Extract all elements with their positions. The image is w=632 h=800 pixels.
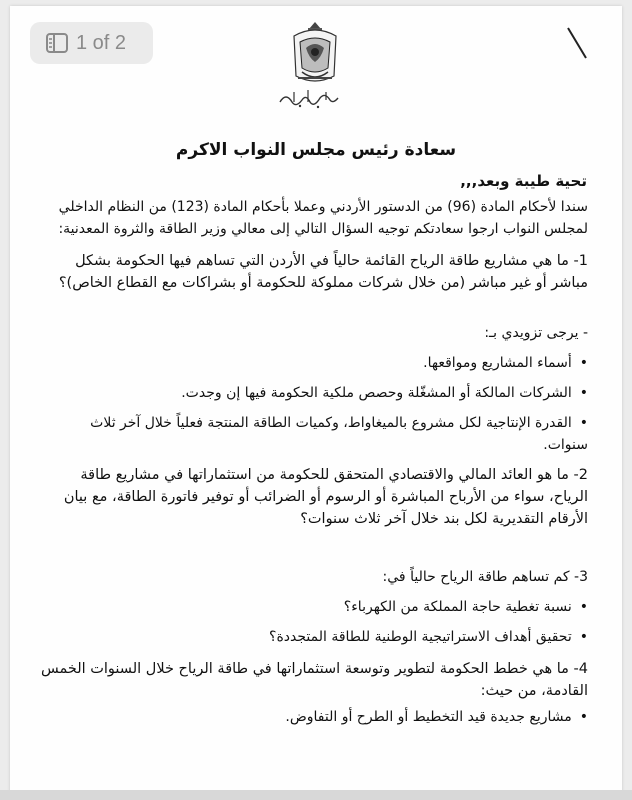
bullet-icon: • <box>579 415 588 431</box>
bullet-icon: • <box>579 709 588 725</box>
page-indicator-label: 1 of 2 <box>76 31 127 54</box>
bullet-icon: • <box>579 355 588 371</box>
question-3-bullet: •تحقيق أهداف الاستراتيجية الوطنية للطاقة المتجددة؟ <box>48 626 588 648</box>
document-pages-icon <box>46 33 68 53</box>
bullet-icon: • <box>579 629 588 645</box>
question-2: 2- ما هو العائد المالي والاقتصادي المتحقق للحكومة من استثماراتها في مشاريع طاقة الرياح، سواء من الأرباح المباشرة أو الرسوم أو الضرائب أو توفير فاتورة الطاقة، مع بيان الأرقام التقديرية لكل بند خلال آخر ثلاث سنوات؟ <box>63 467 588 527</box>
pen-stroke-mark <box>566 26 590 62</box>
bullet-icon: • <box>579 599 588 615</box>
page-indicator[interactable] <box>30 22 153 64</box>
question-1: 1- ما هي مشاريع طاقة الرياح القائمة حالياً في الأردن التي تساهم فيها الحكومة بشكل مباشر أو غير مباشر (من خلال شركات مملوكة للحكومة أو بشراكات مع القطاع الخاص)؟ <box>58 253 588 291</box>
page-bottom-edge <box>0 790 632 800</box>
question-3-bullet: •نسبة تغطية حاجة المملكة من الكهرباء؟ <box>48 596 588 618</box>
question-4: 4- ما هي خطط الحكومة لتطوير وتوسعة استثماراتها في طاقة الرياح خلال السنوات الخمس القادمة، من حيث: <box>40 661 588 699</box>
intro-paragraph: سندا لأحكام المادة (96) من الدستور الأردني وعملا بأحكام المادة (123) من النظام الداخلي لمجلس النواب ارجوا سعادتكم توجيه السؤال التالي إلى معالي وزير الطاقة والثروة المعدنية: <box>58 199 588 237</box>
bullet-icon: • <box>579 385 588 401</box>
council-name-calligraphy <box>274 86 344 112</box>
question-4-bullet: •مشاريع جديدة قيد التخطيط أو الطرح أو التفاوض. <box>48 706 588 728</box>
question-1-bullet: •أسماء المشاريع ومواقعها. <box>48 352 588 374</box>
question-1-request: - يرجى تزويدي بـ: <box>484 325 588 341</box>
question-1-bullet: •القدرة الإنتاجية لكل مشروع بالميغاواط، وكميات الطاقة المنتجة فعلياً خلال آخر ثلاث سنوات. <box>48 412 588 456</box>
greeting: تحية طيبة وبعد,,, <box>460 172 587 190</box>
addressee-title: سعادة رئيس مجلس النواب الاكرم <box>175 140 457 160</box>
question-3: 3- كم تساهم طاقة الرياح حالياً في: <box>382 569 588 585</box>
coat-of-arms-emblem <box>288 20 342 88</box>
question-1-bullet: •الشركات المالكة أو المشغّلة وحصص ملكية الحكومة فيها إن وجدت. <box>48 382 588 404</box>
